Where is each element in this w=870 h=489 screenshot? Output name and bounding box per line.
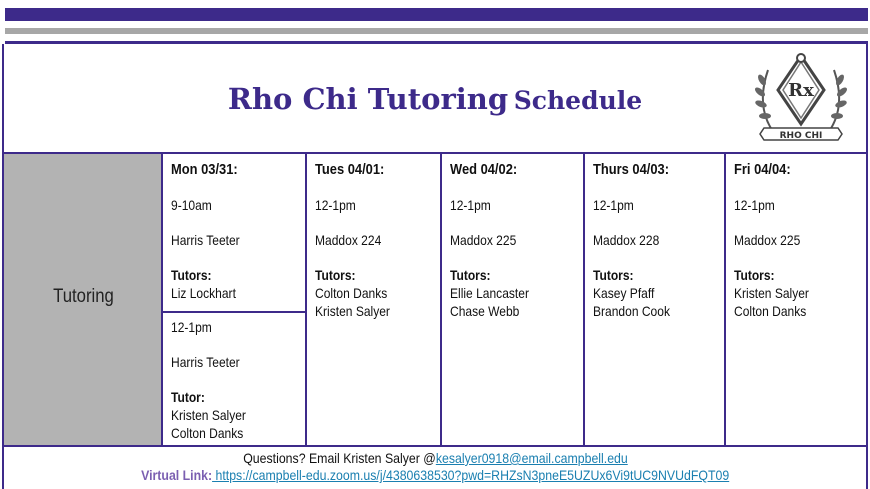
tutors-label: Tutors: (450, 267, 491, 283)
page-title (0, 82, 870, 116)
column-divider (724, 152, 726, 447)
session-time: 12-1pm (171, 319, 212, 335)
session-time: 12-1pm (315, 197, 356, 213)
tutors-label: Tutors: (315, 267, 356, 283)
tutor-name: Colton Danks (315, 285, 388, 301)
tutors-label: Tutor: (171, 389, 205, 405)
session-time: 12-1pm (593, 197, 634, 213)
day-cell-thu (593, 161, 670, 320)
day-heading: Tues 04/01: (315, 161, 385, 178)
header-bar-gray (5, 28, 868, 34)
questions-text: Questions? Email Kristen Salyer @ (242, 450, 436, 466)
day-cell-wed (450, 161, 529, 320)
header-bar-purple-thin (5, 41, 868, 44)
session-time: 12-1pm (734, 197, 775, 213)
day-heading: Mon 03/31: (171, 161, 238, 178)
rho-chi-crest-icon (752, 50, 850, 146)
side-label: Tutoring (53, 286, 114, 307)
day-heading: Thurs 04/03: (593, 161, 670, 178)
tutor-name: Chase Webb (450, 303, 520, 319)
session-location: Harris Teeter (171, 232, 240, 248)
tutor-name: Liz Lockhart (171, 285, 236, 301)
column-divider (583, 152, 585, 447)
logo-text: RHO CHI (779, 131, 823, 141)
tutors-label: Tutors: (734, 267, 775, 283)
column-divider (161, 152, 163, 447)
day-cell-tue (315, 161, 390, 320)
header-bar-purple (5, 8, 868, 21)
session-location: Maddox 225 (734, 232, 801, 248)
tutor-name: Brandon Cook (593, 303, 670, 319)
session-location: Harris Teeter (171, 354, 240, 370)
tutors-label: Tutors: (171, 267, 212, 283)
logo-monogram: Rx (788, 80, 814, 101)
session-location: Maddox 224 (315, 232, 382, 248)
tutor-name: Kristen Salyer (734, 285, 809, 301)
day-heading: Fri 04/04: (734, 161, 791, 178)
footer-questions (0, 450, 870, 466)
session-location: Maddox 225 (450, 232, 517, 248)
day-cell-fri (734, 161, 809, 320)
tutor-name: Colton Danks (171, 425, 244, 441)
title-main: Rho Chi Tutoring (227, 82, 509, 116)
day-cell-mon-second (171, 318, 246, 442)
virtual-link-label: Virtual Link: (140, 467, 212, 483)
column-divider (440, 152, 442, 447)
monday-row-divider (161, 311, 306, 313)
day-cell-mon (171, 161, 240, 302)
session-time: 12-1pm (450, 197, 491, 213)
session-time: 9-10am (171, 197, 212, 213)
tutor-name: Kasey Pfaff (593, 285, 655, 301)
tutor-name: Colton Danks (734, 303, 807, 319)
tutor-name: Kristen Salyer (171, 407, 246, 423)
column-divider (305, 152, 307, 447)
session-location: Maddox 228 (593, 232, 660, 248)
footer-virtual (0, 467, 870, 483)
tutors-label: Tutors: (593, 267, 634, 283)
email-link[interactable]: kesalyer0918@email.campbell.edu (435, 450, 628, 466)
virtual-link[interactable]: https://campbell-edu.zoom.us/j/4380638530?pwd=RHZsN3pneE5UZUx6Vi9tUC9NVUdFQT09 (211, 467, 730, 483)
tutor-name: Ellie Lancaster (450, 285, 529, 301)
title-schedule: Schedule (513, 86, 643, 115)
day-heading: Wed 04/02: (450, 161, 518, 178)
tutor-name: Kristen Salyer (315, 303, 390, 319)
